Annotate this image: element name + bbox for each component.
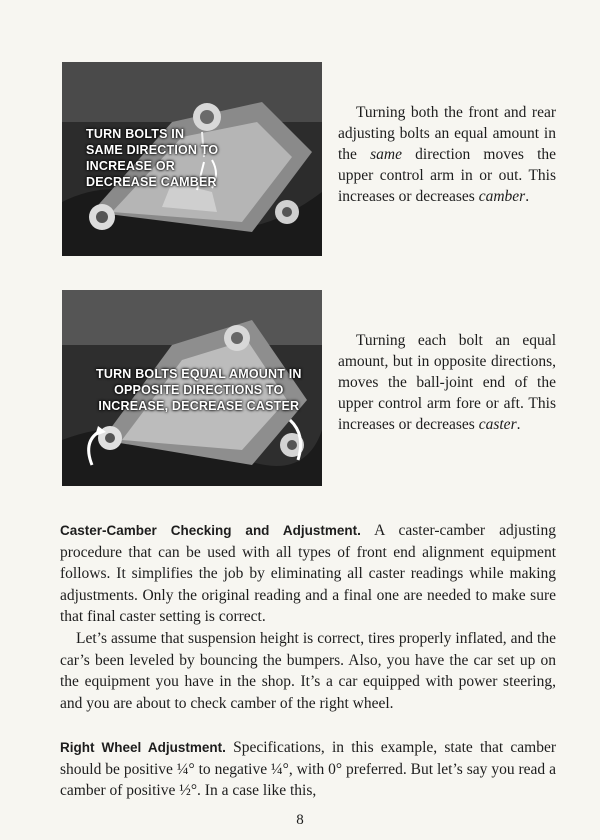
section-caster-camber: [60, 520, 556, 628]
figure-camber-label: TURN BOLTS IN SAME DIRECTION TO INCREASE OR DECREASE CAMBER: [86, 127, 219, 189]
paragraph-assumptions: Let’s assume that suspension height is correct, tires properly inflated, and the car’s been leveled by bouncing the bumpers. Also, you have the car set up on the equipment you have in the shop. It’s a car equipped with power steering, and you are about to check camber of the right wheel.: [60, 630, 556, 712]
caption-emphasis-caster: caster: [478, 416, 517, 433]
caption-text: direction moves the upper control arm in or out. This increases or decreases: [338, 146, 557, 205]
caption-emphasis-same: same: [370, 146, 402, 163]
section-heading: Right Wheel Adjustment.: [60, 740, 226, 755]
section-heading: Caster-Camber Checking and Adjustment.: [60, 523, 361, 538]
figure-caster-label: TURN BOLTS EQUAL AMOUNT IN OPPOSITE DIRECTIONS TO INCREASE, DECREASE CASTER: [96, 367, 302, 413]
figure-camber-caption: [338, 102, 556, 207]
caption-text: .: [516, 416, 521, 433]
figure-caster-photo: [62, 290, 322, 486]
caption-text: Turning each bolt an equal amount, but in opposite directions, moves the ball-joint end of the upper control arm fore or aft. This increases or decreases: [338, 332, 556, 433]
section-right-wheel: [60, 737, 556, 802]
figure-caster-caption: [338, 330, 556, 435]
section-body: A caster-camber adjusting procedure that can be used with all types of front end alignment equipment follows. It simplifies the job by eliminating all caster readings while making adjustments. Only the original reading and a final one are needed to make sure that final caster setting is correct.: [60, 522, 556, 626]
figure-camber-photo: [62, 62, 322, 256]
section-body: Specifications, in this example, state that camber should be positive ¼° to negative ¼°, with 0° preferred. But let’s say you read a camber of positive ½°. In a case like this,: [60, 739, 557, 800]
page-number: 8: [296, 812, 304, 828]
caption-text: Turning both the front and rear adjusting bolts an equal amount in the: [338, 104, 556, 163]
caption-text: .: [525, 188, 530, 205]
caption-emphasis-camber: camber: [478, 188, 526, 205]
